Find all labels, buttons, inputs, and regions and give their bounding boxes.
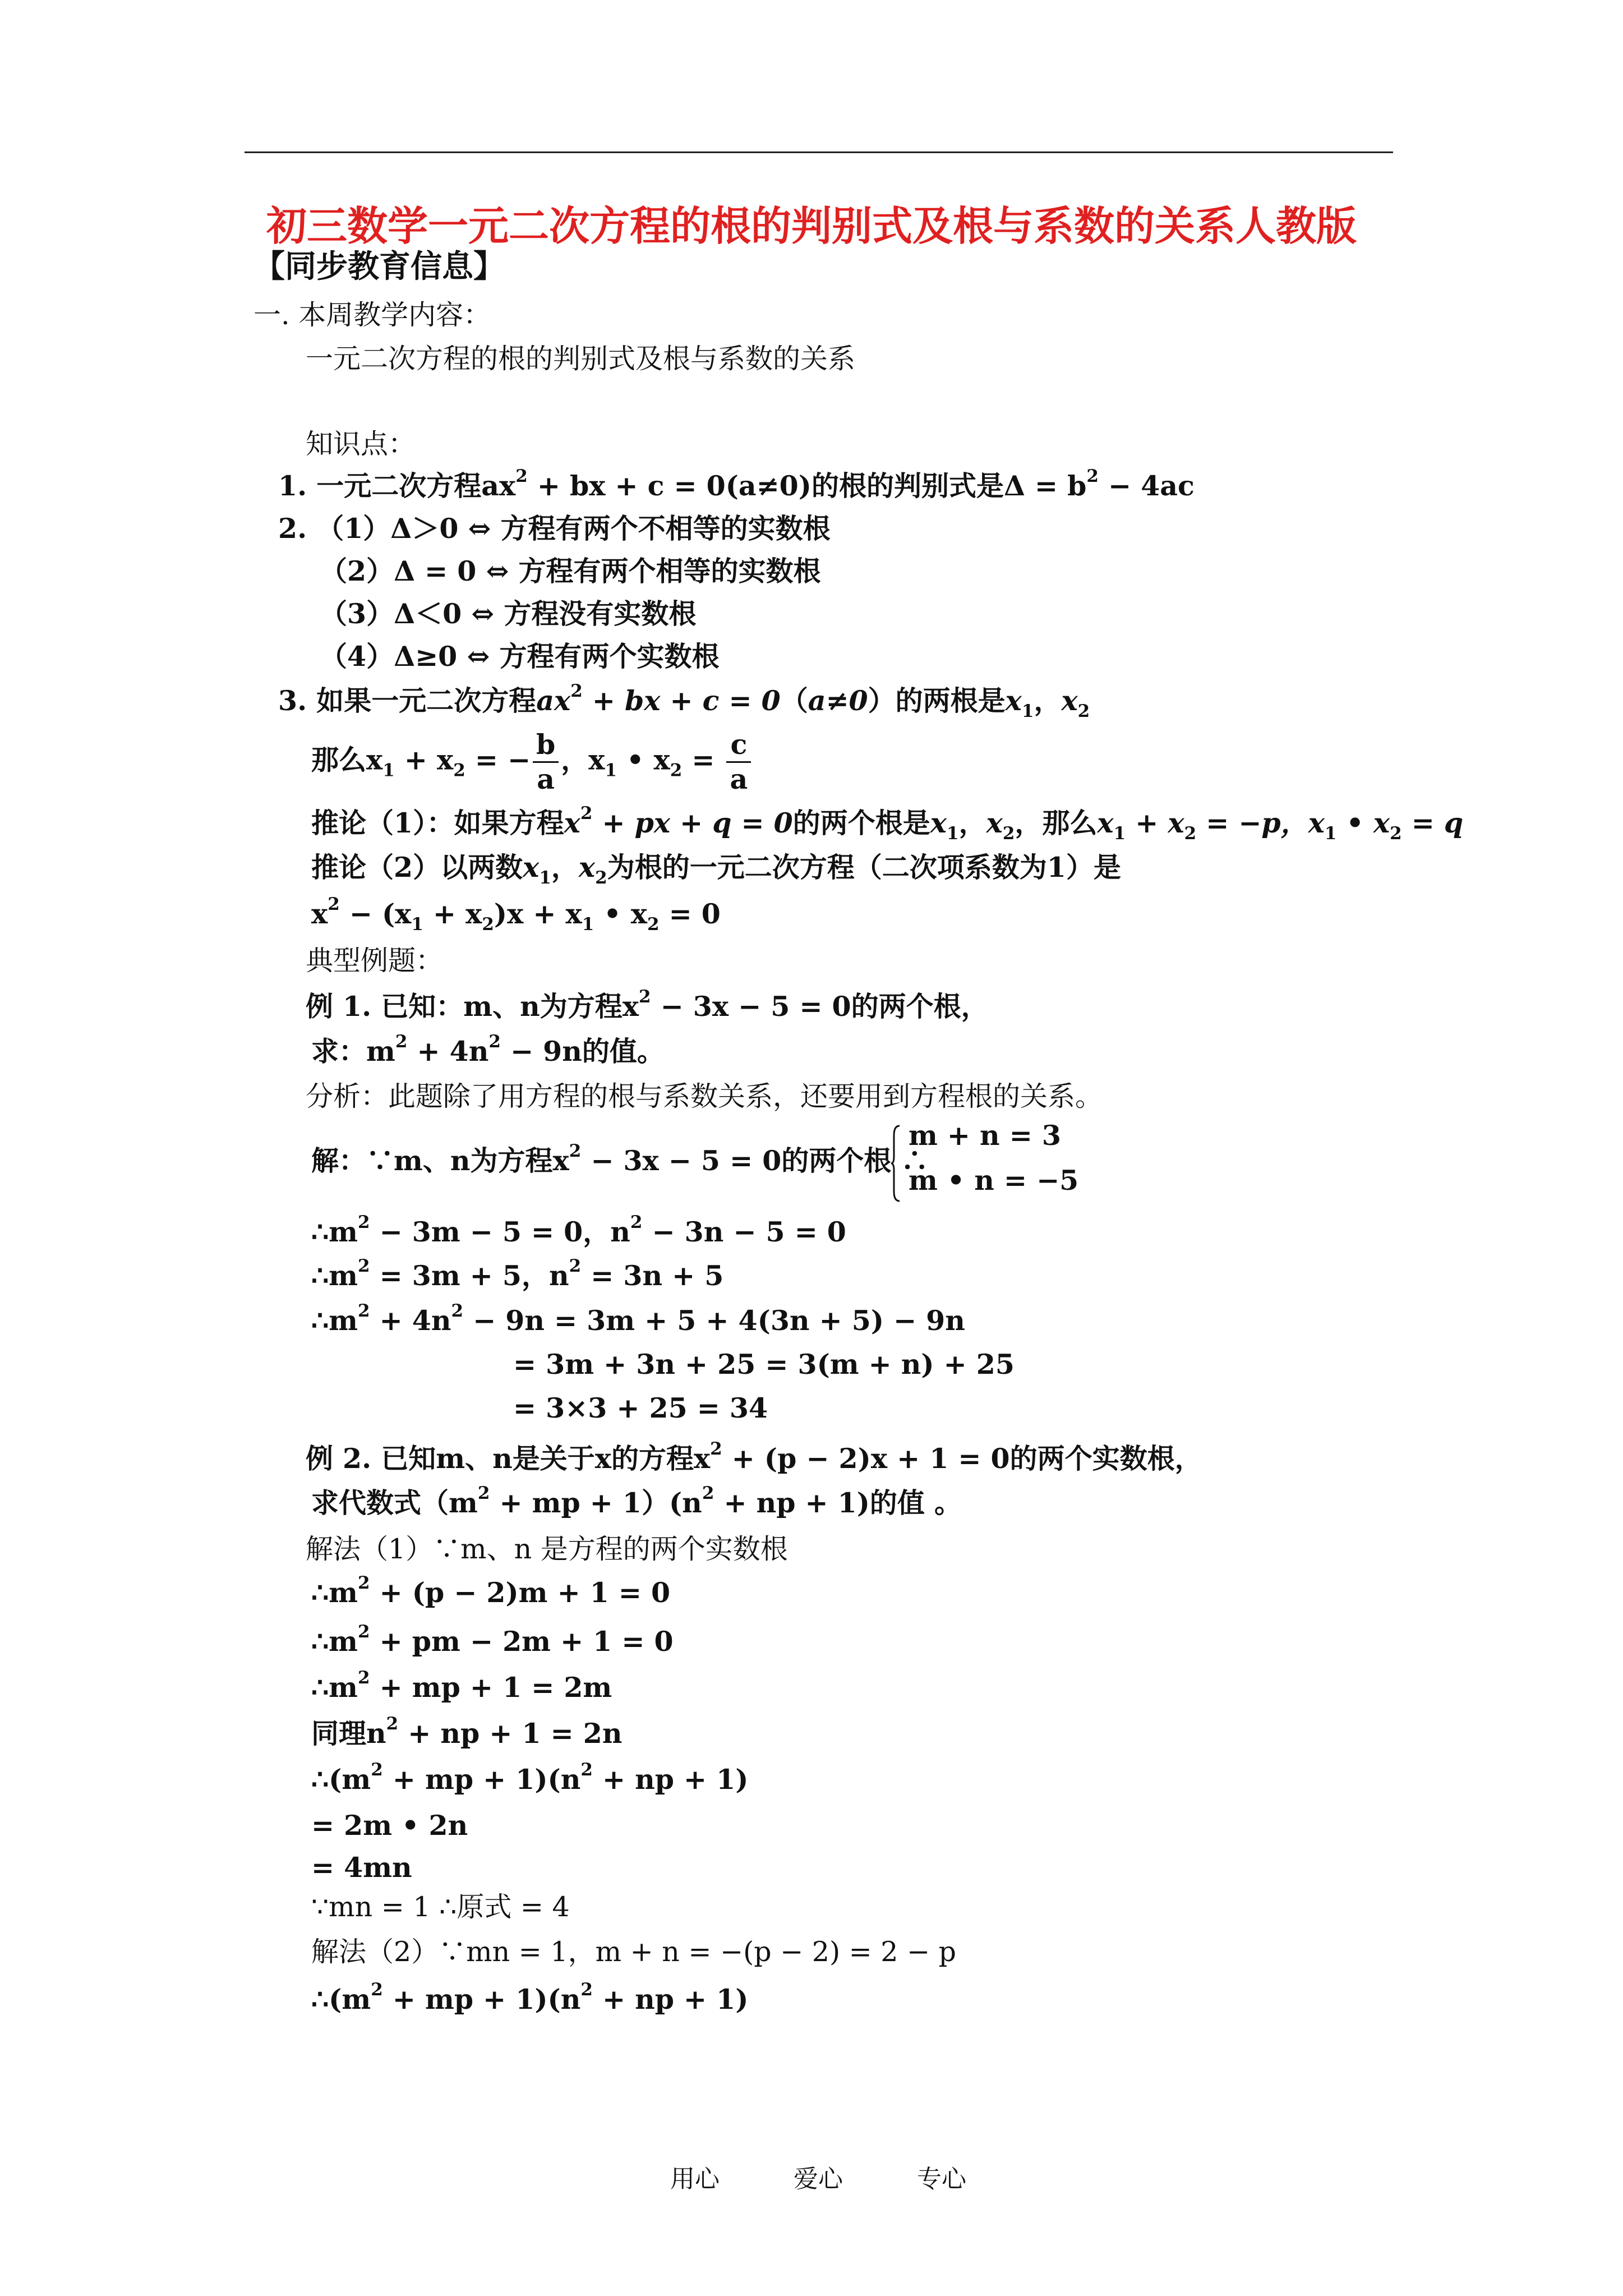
kp2-line-1: 2. （1）Δ＞0 ⇔ 方程有两个不相等的实数根 <box>278 512 831 545</box>
example-1-step-4: = 3m + 3n + 25 = 3(m + n) + 25 <box>513 1348 1015 1381</box>
example-2-method-1: 解法（1）∵m、n 是方程的两个实数根 <box>306 1533 788 1565</box>
system-equation-2: m • n = −5 <box>909 1164 1079 1197</box>
example-1-step-2: $\therefore m^2 = 3m + 5$，$n^2 = 3n + 5$ <box>311 1256 724 1292</box>
kp3-line: 3. 如果一元二次方程$ax^2$ + bx + c = 0（a≠0）的两根是$x_1$，$x_2$ <box>278 681 1090 721</box>
corollary-1: 推论（1）：如果方程$x^2$ + px + q = 0的两个根是$x_1$，$x_2$，那么$x_1 + x_2 = -p$，$x_1$ • $x_2 = q$ <box>311 803 1464 844</box>
system-brace <box>891 1124 901 1203</box>
footer-text-3: 专心 <box>917 2165 966 2193</box>
kp2-line-4: （4）Δ≥0 ⇔ 方程有两个实数根 <box>320 640 720 673</box>
corollary-2: 推论（2）以两数$x_1$，$x_2$为根的一元二次方程（二次项系数为1）是 <box>311 851 1121 888</box>
examples-label: 典型例题： <box>306 945 444 977</box>
example-1-step-3: $\therefore m^2 + 4n^2 - 9n = 3m + 5 + 4(3n + 5) - 9n$ <box>311 1301 965 1337</box>
example-1-analysis: 分析：此题除了用方程的根与系数关系，还要用到方程根的关系。 <box>306 1080 1103 1112</box>
example-1-step-5: = 3×3 + 25 = 34 <box>513 1392 768 1424</box>
example-1-step-1: $\therefore m^2 - 3m - 5 = 0$，$n^2 - 3n - 5 = 0$ <box>311 1212 846 1248</box>
example-2-line-1: 例 2. 已知m、n是关于x的方程$x^2 + (p - 2)x + 1 = 0$的两个实数根， <box>306 1439 1202 1475</box>
kp1-line: 1. 一元二次方程$ax^2$ + bx + c = 0(a≠0)的根的判别式是$\Delta = b^2 - 4ac$ <box>278 466 1195 502</box>
system-equation-1: m + n = 3 <box>909 1119 1061 1152</box>
kp2-line-3: （3）Δ＜0 ⇔ 方程没有实数根 <box>320 597 697 630</box>
footer-text-1: 用心 <box>670 2165 720 2193</box>
page-title: 初三数学一元二次方程的根的判别式及根与系数的关系人教版 <box>266 203 1357 250</box>
corollary-2-equation: $x^2 - (x_1 + x_2)x + x_1$ • $x_2 = 0$ <box>311 894 721 935</box>
example-2-step-5: $\therefore(m^2$ + mp + $1)(n^2$ + np + 1) <box>311 1760 749 1796</box>
section-heading: 【同步教育信息】 <box>253 249 505 285</box>
example-2-step-4: 同理$n^2$ + np + 1 = 2n <box>311 1714 623 1750</box>
kp3-vieta-line: 那么$x_1 + x_2$ = − $\frac{b}{a}$ ，$x_1$ • $x_2$ = $\frac{c}{a}$ <box>311 728 753 797</box>
example-2-method-2-step-1: $\therefore(m^2$ + mp + $1)(n^2$ + np + 1) <box>311 1980 749 2016</box>
topic-line: 一元二次方程的根的判别式及根与系数的关系 <box>306 343 856 375</box>
example-1-line-2: 求：$m^2 + 4n^2 - 9n$的值。 <box>311 1032 665 1068</box>
fraction-c-over-a: $\frac{c}{a}$ <box>726 728 751 797</box>
example-2-step-6: = 2m • 2n <box>311 1809 468 1842</box>
example-2-step-8: ∵mn = 1 ∴原式 = 4 <box>311 1891 570 1923</box>
example-2-line-2: 求代数式（$m^2$ + mp + $1)(n^2$ + np + 1)的值 。 <box>311 1483 962 1519</box>
header-rule <box>245 151 1393 153</box>
example-2-step-3: $\therefore m^2$ + mp + 1 = 2m <box>311 1668 612 1704</box>
example-1-solution-intro: 解：∵m、n为方程$x^2 - 3x - 5 = 0$的两个根 ∴ <box>311 1141 929 1177</box>
fraction-b-over-a: $\frac{b}{a}$ <box>533 728 559 797</box>
example-2-step-2: $\therefore m^2$ + pm − 2m + 1 = 0 <box>311 1622 674 1658</box>
knowledge-label: 知识点： <box>306 428 416 460</box>
footer-text-2: 爱心 <box>794 2165 843 2193</box>
example-1-line-1: 例 1. 已知：m、n为方程$x^2 - 3x - 5 = 0$的两个根， <box>306 987 989 1023</box>
example-2-step-1: $\therefore m^2 + (p - 2)m + 1 = 0$ <box>311 1573 671 1609</box>
kp2-line-2: （2）Δ = 0 ⇔ 方程有两个相等的实数根 <box>320 555 821 587</box>
example-2-step-7: = 4mn <box>311 1851 412 1884</box>
example-2-method-2: 解法（2）∵mn = 1，m + n = −(p − 2) = 2 − p <box>311 1936 957 1968</box>
part-label: 一. 本周教学内容： <box>253 299 491 331</box>
